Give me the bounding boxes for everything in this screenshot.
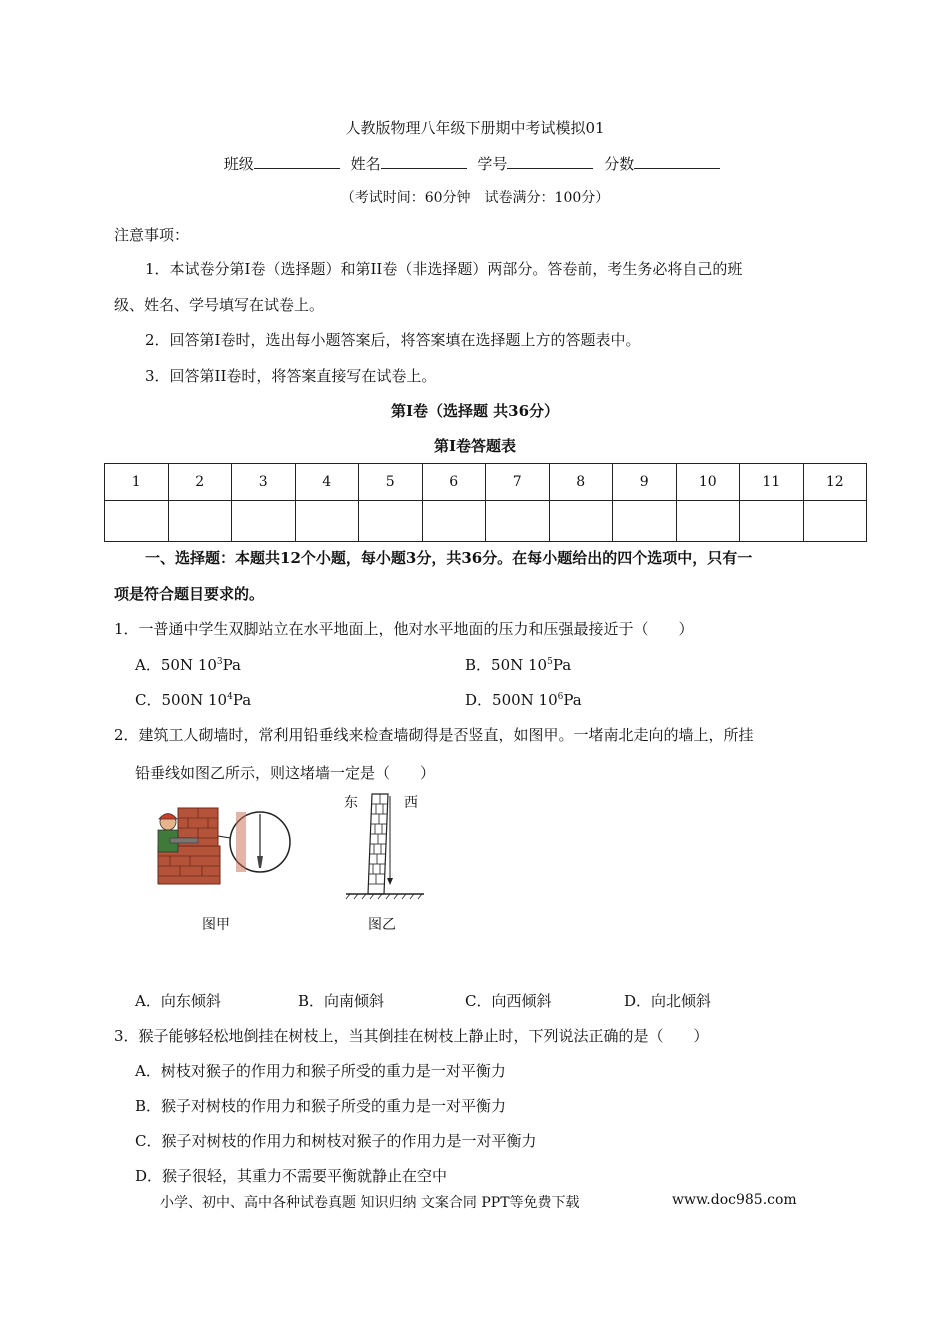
- q2-stem: 2．建筑工人砌墙时，常利用铅垂线来检查墙砌得是否竖直，如图甲。一堵南北走向的墙上，所挂: [114, 726, 754, 744]
- part-instructions: 一、选择题：本题共12个小题，每小题3分，共36分。在每小题给出的四个选项中，只有一: [145, 549, 753, 567]
- q2-option-c[interactable]: C．向西倾斜: [465, 992, 552, 1010]
- answer-table-answer-row: [105, 501, 867, 542]
- q3-stem: 3．猴子能够轻松地倒挂在树枝上，当其倒挂在树枝上静止时，下列说法正确的是（ ）: [114, 1027, 709, 1045]
- q3-option-c[interactable]: C．猴子对树枝的作用力和树枝对猴子的作用力是一对平衡力: [135, 1132, 537, 1150]
- answer-col-4: 4: [295, 464, 359, 501]
- q1-option-b[interactable]: [465, 654, 571, 675]
- label-west: 西: [404, 795, 418, 811]
- note-2: 2．回答第I卷时，选出每小题答案后，将答案填在选择题上方的答题表中。: [145, 331, 641, 349]
- q3-option-a[interactable]: A．树枝对猴子的作用力和猴子所受的重力是一对平衡力: [135, 1062, 506, 1080]
- q3-option-d[interactable]: D．猴子很轻，其重力不需要平衡就静止在空中: [135, 1167, 448, 1185]
- q2-option-a[interactable]: A．向东倾斜: [135, 992, 221, 1010]
- answer-col-10: 10: [676, 464, 740, 501]
- q1-option-d-text: D．500N 10: [465, 691, 558, 709]
- answer-table-title: 第Ⅰ卷答题表: [433, 437, 517, 455]
- page-title: 人教版物理八年级下册期中考试模拟01: [345, 119, 605, 137]
- q1-option-a-unit: Pa: [222, 656, 242, 674]
- answer-col-2: 2: [168, 464, 232, 501]
- q2-option-b[interactable]: B．向南倾斜: [298, 992, 385, 1010]
- answer-col-6: 6: [422, 464, 486, 501]
- answer-cell[interactable]: [486, 501, 550, 542]
- section-title: 第Ⅰ卷（选择题 共36分）: [390, 402, 560, 420]
- figure-b-caption: 图乙: [368, 917, 396, 933]
- answer-cell[interactable]: [740, 501, 804, 542]
- field-class-label: 班级: [223, 155, 254, 173]
- answer-col-3: 3: [232, 464, 296, 501]
- q1-option-b-unit: Pa: [552, 656, 572, 674]
- answer-col-7: 7: [486, 464, 550, 501]
- answer-cell[interactable]: [803, 501, 867, 542]
- field-name-label: 姓名: [350, 155, 381, 173]
- q1-option-d-exp: 6: [557, 692, 564, 702]
- answer-cell[interactable]: [232, 501, 296, 542]
- q2-stem-cont: 铅垂线如图乙所示，则这堵墙一定是（ ）: [135, 764, 436, 782]
- label-east: 东: [344, 795, 358, 811]
- q1-option-a-text: A．50N 10: [135, 656, 217, 674]
- answer-cell[interactable]: [549, 501, 613, 542]
- footer-site[interactable]: www.doc985.com: [672, 1192, 797, 1208]
- answer-cell[interactable]: [613, 501, 677, 542]
- q2-option-d[interactable]: D．向北倾斜: [624, 992, 712, 1010]
- answer-cell[interactable]: [168, 501, 232, 542]
- q1-option-d-unit: Pa: [563, 691, 582, 709]
- figure-a-caption: 图甲: [202, 917, 230, 933]
- answer-col-5: 5: [359, 464, 423, 501]
- note-1: 1．本试卷分第I卷（选择题）和第II卷（非选择题）两部分。答卷前，考生务必将自己的班: [145, 260, 743, 278]
- q1-option-b-exp: 5: [547, 657, 553, 667]
- q1-option-c[interactable]: [135, 689, 251, 710]
- field-id-label: 学号: [477, 155, 508, 173]
- answer-col-8: 8: [549, 464, 613, 501]
- answer-table-header-row: [105, 464, 867, 501]
- q3-option-b[interactable]: B．猴子对树枝的作用力和猴子所受的重力是一对平衡力: [135, 1097, 507, 1115]
- exam-info: （考试时间：60分钟 试卷满分：100分）: [340, 190, 610, 206]
- q1-option-b-text: B．50N 10: [465, 656, 548, 674]
- q1-stem: 1．一普通中学生双脚站立在水平地面上，他对水平地面的压力和压强最接近于（ ）: [114, 620, 694, 638]
- q1-option-c-exp: 4: [227, 692, 233, 702]
- answer-col-9: 9: [613, 464, 677, 501]
- q1-option-c-unit: Pa: [232, 691, 252, 709]
- answer-cell[interactable]: [359, 501, 423, 542]
- q1-option-c-text: C．500N 10: [135, 691, 228, 709]
- answer-col-1: 1: [105, 464, 169, 501]
- note-1-cont: 级、姓名、学号填写在试卷上。: [114, 296, 325, 314]
- answer-cell[interactable]: [295, 501, 359, 542]
- figure-b-illustration: [342, 788, 428, 900]
- student-info-fields: [0, 153, 950, 174]
- field-score-blank[interactable]: [634, 154, 720, 169]
- field-name-blank[interactable]: [381, 154, 467, 169]
- note-3: 3．回答第II卷时，将答案直接写在试卷上。: [145, 367, 437, 385]
- q1-option-a-exp: 3: [216, 657, 223, 667]
- answer-col-12: 12: [803, 464, 867, 501]
- part-instructions-cont: 项是符合题目要求的。: [114, 585, 265, 603]
- answer-cell[interactable]: [105, 501, 169, 542]
- answer-table: [104, 463, 867, 542]
- notes-heading: 注意事项：: [114, 226, 190, 244]
- figure-a-illustration: [140, 788, 300, 888]
- q1-option-d[interactable]: [465, 689, 582, 710]
- field-id-blank[interactable]: [507, 154, 593, 169]
- answer-cell[interactable]: [676, 501, 740, 542]
- q1-option-a[interactable]: [135, 654, 241, 675]
- field-score-label: 分数: [604, 155, 635, 173]
- answer-col-11: 11: [740, 464, 804, 501]
- footer-text: 小学、初中、高中各种试卷真题 知识归纳 文案合同 PPT等免费下载: [160, 1195, 580, 1211]
- field-class-blank[interactable]: [254, 154, 340, 169]
- answer-cell[interactable]: [422, 501, 486, 542]
